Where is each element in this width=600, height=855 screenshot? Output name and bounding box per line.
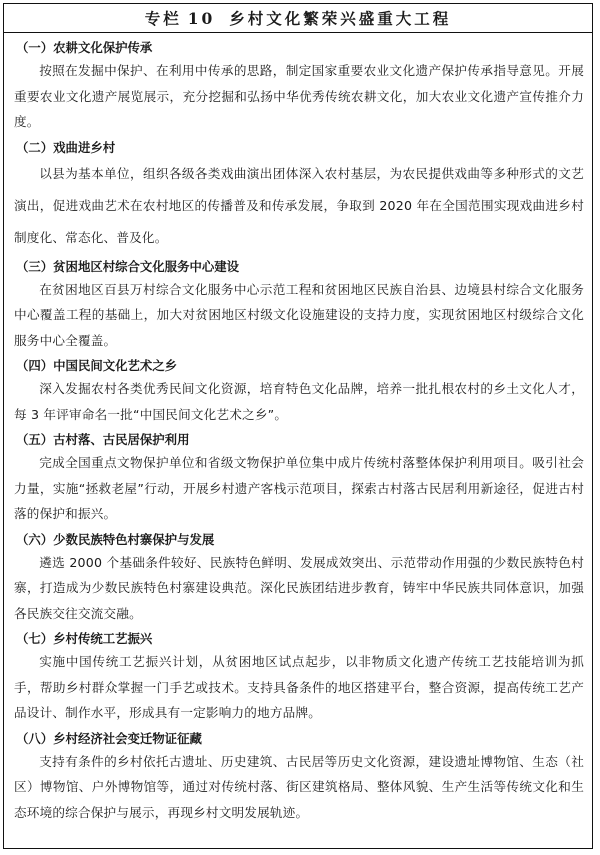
title-number: 10 <box>187 8 216 28</box>
section-7 <box>14 626 584 726</box>
section-4 <box>14 353 584 427</box>
title-text: 乡村文化繁荣兴盛重大工程 <box>229 9 452 28</box>
section-heading: （四）中国民间文化艺术之乡 <box>16 358 178 373</box>
section-body: 以县为基本单位，组织各级各类戏曲演出团体深入农村基层，为农民提供戏曲等多种形式的文艺演出，促进戏曲艺术在农村地区的传播普及和传承发展，争取到 2020 年在全国范围实现戏曲进乡村制度化、常态化、普及化。 <box>14 165 584 245</box>
section-body: 按照在发掘中保护、在利用中传承的思路，制定国家重要农业文化遗产保护传承指导意见。开展重要农业文化遗产展览展示，充分挖掘和弘扬中华优秀传统农耕文化，加大农业文化遗产宣传推介力度。 <box>14 63 584 129</box>
section-heading: （二）戏曲进乡村 <box>16 139 116 155</box>
section-heading: （六）少数民族特色村寨保护与发展 <box>16 531 215 547</box>
section-3 <box>14 254 584 354</box>
section-heading: （七）乡村传统工艺振兴 <box>16 631 153 646</box>
section-body: 完成全国重点文物保护单位和省级文物保护单位集中成片传统村落整体保护利用项目。吸引社会力量，实施“拯救老屋”行动，开展乡村遗产客栈示范项目，探索古村落古民居利用新途径，促进古村落的保护和振兴。 <box>14 455 584 521</box>
box-title <box>4 4 592 33</box>
section-heading: （八）乡村经济社会变迁物证征藏 <box>16 730 202 746</box>
section-heading: （一）农耕文化保护传承 <box>16 40 153 55</box>
section-body: 深入发掘农村各类优秀民间文化资源，培育特色文化品牌，培养一批扎根农村的乡土文化人才，每 3 年评审命名一批“中国民间文化艺术之乡”。 <box>14 381 584 422</box>
title-prefix: 专栏 <box>144 9 182 28</box>
section-body: 遴选 2000 个基础条件较好、民族特色鲜明、发展成效突出、示范带动作用强的少数民族特色村寨，打造成为少数民族特色村寨建设典范。深化民族团结进步教育，铸牢中华民族共同体意识，加强各民族交往交流交融。 <box>14 554 584 621</box>
section-8 <box>14 726 584 826</box>
section-body: 在贫困地区百县万村综合文化服务中心示范工程和贫困地区民族自治县、边境县村综合文化服务中心覆盖工程的基础上，加大对贫困地区村级文化设施建设的支持力度，实现贫困地区村级综合文化服务中心全覆盖。 <box>14 281 584 348</box>
feature-box <box>3 3 593 849</box>
section-5 <box>14 427 584 527</box>
box-content <box>4 33 592 825</box>
section-body: 实施中国传统工艺振兴计划，从贫困地区试点起步，以非物质文化遗产传统工艺技能培训为抓手，帮助乡村群众掌握一门手艺或技术。支持具备条件的地区搭建平台，整合资源，提高传统工艺产品设计、制作水平，形成具有一定影响力的地方品牌。 <box>14 654 584 720</box>
section-1 <box>14 35 584 135</box>
section-heading: （三）贫困地区村综合文化服务中心建设 <box>16 258 240 274</box>
section-body: 支持有条件的乡村依托古遗址、历史建筑、古民居等历史文化资源，建设遗址博物馆、生态（社区）博物馆、户外博物馆等，通过对传统村落、街区建筑格局、整体风貌、生产生活等传统文化和生态环境的综合保护与展示，再现乡村文明发展轨迹。 <box>14 753 584 820</box>
section-2 <box>14 135 584 254</box>
section-6 <box>14 527 584 627</box>
section-heading: （五）古村落、古民居保护利用 <box>16 432 190 447</box>
